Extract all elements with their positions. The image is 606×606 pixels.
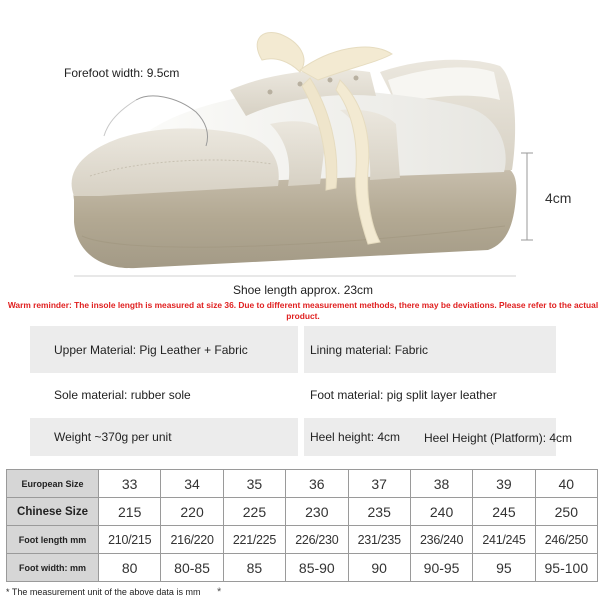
table-cell: 246/250: [535, 526, 597, 554]
table-cell: 216/220: [161, 526, 223, 554]
table-cell: 226/230: [286, 526, 348, 554]
table-cell: 220: [161, 498, 223, 526]
shoe-length-label: Shoe length approx. 23cm: [232, 283, 374, 297]
row-header: Chinese Size: [7, 498, 99, 526]
table-cell: 231/235: [348, 526, 410, 554]
upper-material-box: [30, 326, 298, 373]
table-cell: 245: [473, 498, 535, 526]
table-cell: 80-85: [161, 554, 223, 582]
weight-box: [30, 418, 298, 456]
table-row-foot-width: [7, 554, 598, 582]
footnote-star: *: [216, 586, 222, 598]
table-cell: 90-95: [410, 554, 472, 582]
table-cell: 95: [473, 554, 535, 582]
table-cell: 236/240: [410, 526, 472, 554]
table-cell: 210/215: [99, 526, 161, 554]
table-cell: 215: [99, 498, 161, 526]
table-cell: 38: [410, 470, 472, 498]
row-header: Foot length mm: [7, 526, 99, 554]
measurement-footnote: [6, 586, 221, 598]
sole-material-box: [30, 374, 298, 416]
table-cell: 240: [410, 498, 472, 526]
warm-reminder-text: Warm reminder: The insole length is measured at size 36. Due to different measurement methods, there may be deviations. Please refer to the actual product.: [7, 300, 599, 321]
foot-material-box: [304, 374, 556, 416]
footnote-text: * The measurement unit of the above data is mm: [6, 587, 201, 597]
shoe-image: [0, 0, 606, 300]
shoe-toe-cap: [72, 128, 279, 196]
platform-height-text: Heel Height (Platform): 4cm: [424, 431, 573, 445]
table-cell: 36: [286, 470, 348, 498]
lining-material-box: [304, 326, 556, 373]
sole-material-text: Sole material: rubber sole: [54, 388, 191, 402]
table-row-foot-length: [7, 526, 598, 554]
table-cell: 85: [223, 554, 285, 582]
upper-material-text: Upper Material: Pig Leather + Fabric: [54, 342, 248, 357]
table-cell: 250: [535, 498, 597, 526]
table-cell: 85-90: [286, 554, 348, 582]
table-cell: 37: [348, 470, 410, 498]
forefoot-width-label: Forefoot width: 9.5cm: [64, 66, 180, 80]
height-label: 4cm: [545, 190, 572, 206]
lining-material-text: Lining material: Fabric: [310, 342, 429, 357]
heel-height-text: Heel height: 4cm: [310, 430, 401, 444]
row-header: Foot width: mm: [7, 554, 99, 582]
table-cell: 225: [223, 498, 285, 526]
shoe-illustration-area: [0, 0, 606, 300]
table-cell: 39: [473, 470, 535, 498]
table-cell: 80: [99, 554, 161, 582]
size-chart-table: [6, 469, 598, 582]
row-header: European Size: [7, 470, 99, 498]
table-cell: 221/225: [223, 526, 285, 554]
table-cell: 40: [535, 470, 597, 498]
table-row-european-size: [7, 470, 598, 498]
table-cell: 90: [348, 554, 410, 582]
table-cell: 34: [161, 470, 223, 498]
table-cell: 241/245: [473, 526, 535, 554]
table-row-chinese-size: [7, 498, 598, 526]
table-cell: 235: [348, 498, 410, 526]
shoe-ribbon-lace: [257, 32, 304, 72]
table-cell: 33: [99, 470, 161, 498]
foot-material-text: Foot material: pig split layer leather: [310, 388, 497, 402]
weight-text: Weight ~370g per unit: [54, 430, 172, 444]
table-cell: 95-100: [535, 554, 597, 582]
table-cell: 230: [286, 498, 348, 526]
table-cell: 35: [223, 470, 285, 498]
